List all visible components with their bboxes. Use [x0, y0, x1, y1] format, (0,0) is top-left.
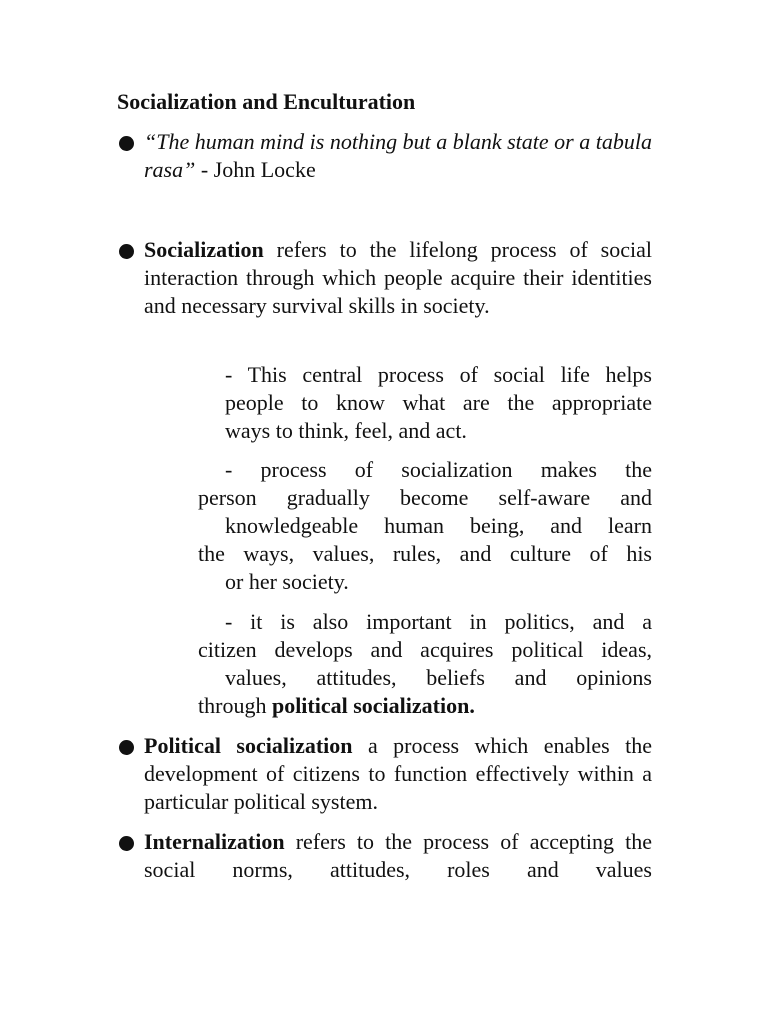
sub-point-line: or her society. [225, 569, 349, 594]
sub-point-line: - This central process of social life helps [225, 362, 652, 387]
socialization-item [117, 236, 652, 320]
sub-point-line: ways to think, feel, and act. [225, 418, 467, 443]
page-title: Socialization and Enculturation [117, 89, 416, 114]
sub-point-line: values, attitudes, beliefs and opinions [225, 665, 652, 690]
sub-point-2 [198, 456, 652, 596]
socialization-text-block [144, 236, 652, 320]
sub-point-line: - process of socialization makes the [225, 457, 652, 482]
socialization-definition: refers to the lifelong process of social interaction through which people acquire their identities and necessary survival skills in society. [144, 237, 652, 318]
internalization-item [117, 828, 652, 884]
bullet-icon [119, 244, 134, 259]
political-socialization-term: Political socialization [144, 733, 353, 758]
internalization-term: Internalization [144, 829, 285, 854]
sub-point-3 [198, 608, 652, 720]
sub-point-line: through [198, 693, 272, 718]
quote-item [117, 128, 652, 184]
quote-text: “The human mind is nothing but a blank state or a tabula rasa” [144, 129, 652, 182]
socialization-term: Socialization [144, 237, 264, 262]
internalization-definition: refers to the process of accepting the social norms, attitudes, roles and values [144, 829, 652, 882]
political-socialization-emphasis: political socialization. [271, 693, 475, 718]
sub-point-line-last [198, 692, 652, 720]
political-socialization-text-block [144, 732, 652, 816]
sub-point-line: - it is also important in politics, and a [225, 609, 652, 634]
quote-text-block [144, 128, 652, 184]
sub-point-line: knowledgeable human being, and learn [225, 513, 652, 538]
sub-point-line: the ways, values, rules, and culture of his [198, 541, 652, 566]
political-socialization-definition: a process which enables the development of citizens to function effectively within a particular political system. [144, 733, 652, 814]
quote-attribution: - John Locke [195, 157, 316, 182]
sub-point-1 [198, 361, 652, 445]
bullet-icon [119, 136, 134, 151]
sub-point-line: person gradually become self-aware and [198, 485, 652, 510]
bullet-icon [119, 740, 134, 755]
sub-point-line: citizen develops and acquires political ideas, [198, 637, 652, 662]
political-socialization-item [117, 732, 652, 816]
internalization-text-block [144, 828, 652, 884]
sub-point-line: people to know what are the appropriate [225, 390, 652, 415]
bullet-icon [119, 836, 134, 851]
